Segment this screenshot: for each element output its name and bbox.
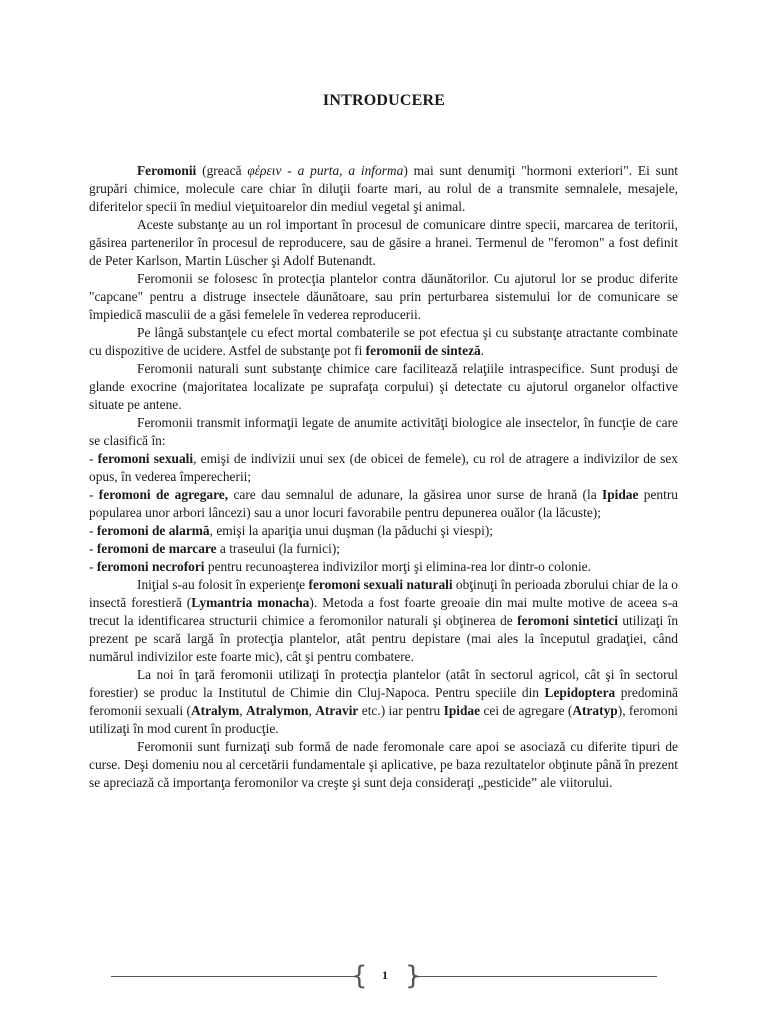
paragraph: [89, 576, 678, 666]
document-body: [89, 162, 678, 792]
text-run: Feromonii transmit informaţii legate de anumite activităţi biologice ale insectelor, în funcţie de care se clasifică în:: [89, 415, 678, 448]
bold-term: Lymantria monacha: [191, 595, 310, 610]
footer-rule-right: [413, 976, 657, 977]
paragraph: [89, 450, 678, 486]
text-run: ,: [239, 703, 247, 718]
bold-term: feromoni sexuali naturali: [308, 577, 453, 592]
paragraph: [89, 324, 678, 360]
text-run: utilizaţi în prezent pe scară largă în protecţia plantelor, atât pentru depistare (mai ales la începutul gradaţiei, când numărul indivizilor este foarte mic), cât şi pentru combatere.: [89, 613, 679, 664]
text-run: -: [89, 541, 97, 556]
text-run: , emişi la apariţia unui duşman (la păduchi şi viespi);: [209, 523, 493, 538]
text-run: Feromonii sunt furnizaţi sub formă de nade feromonale care apoi se asociază cu diferite tipuri de curse. Deşi domeniu nou al cercetării fundamentale şi aplicative, pe baza rezultatelor obţinute până în prezent se apreciază că importanţa feromonilor va creşte şi sunt deja consideraţi „pesticide” ale viitorului.: [89, 739, 678, 790]
bold-term: feromoni de alarmă: [96, 523, 210, 538]
text-run: Feromonii se folosesc în protecţia plantelor contra dăunătorilor. Cu ajutorul lor se produc diferite "capcane" pentru a distruge insectele dăunătoare, sau prin perturbarea sistemului lor de comunicare se împiedică masculii de a găsi femelele în vederea reproducerii.: [89, 271, 678, 322]
paragraph: [89, 360, 678, 414]
text-run: .: [480, 343, 485, 358]
text-run: Feromonii naturali sunt substanţe chimice care facilitează relaţiile intraspecifice. Sunt produşi de glande exocrine (majoritatea localizate pe suprafaţa corpului) şi detectate cu ajutorul organelor olfactive situate pe antene.: [89, 361, 678, 412]
footer-rule-left: [111, 976, 357, 977]
text-run: ) mai sunt denumiţi "hormoni exteriori". Ei sunt grupări chimice, molecule care chiar în diluţii foarte mari, au rolul de a transmite semnalele, mesajele, diferitelor specii în mediul vieţuitoarelor din mediul vegetal şi animal.: [89, 163, 678, 214]
text-run: (greacă: [196, 163, 248, 178]
text-run: , emişi de indivizii unui sex (de obicei de femele), cu rol de atragere a indivizilor de sex opus, în vederea împerecherii;: [89, 451, 678, 484]
text-run: Aceste substanţe au un rol important în procesul de comunicare dintre specii, marcarea de teritorii, găsirea partenerilor în procesul de reproducere, sau de găsire a hranei. Termenul de "feromon" a fost definit de Peter Karlson, Martin Lüscher şi Adolf Butenandt.: [89, 217, 678, 268]
text-run: etc.) iar pentru: [358, 703, 444, 718]
text-run: cei de agregare (: [480, 703, 573, 718]
text-run: -: [89, 487, 99, 502]
page-number: 1: [382, 968, 388, 982]
text-run: ). Metoda a fost foarte greoaie din mai multe motive de aceea s-a trecut la identificarea structurii chimice a feromonilor naturali şi obţinerea de: [89, 595, 678, 628]
paragraph: [89, 162, 678, 216]
page-title: INTRODUCERE: [322, 92, 446, 109]
text-run: La noi în ţară feromonii utilizaţi în protecţia plantelor (atât în sectorul agricol, cât şi în sectorul forestier) se produc la Institutul de Chimie din Cluj-Napoca. Pentru speciile din: [89, 667, 678, 700]
footer-brace-right: }: [405, 961, 422, 991]
bold-term: Ipidae: [601, 487, 639, 502]
paragraph: [89, 522, 678, 540]
text-run: -: [89, 523, 97, 538]
italic-term: φέρειν - a purta, a informa: [247, 163, 404, 178]
text-run: predomină feromonii sexuali (: [89, 685, 678, 718]
text-run: Iniţial s-au folosit în experienţe: [137, 577, 309, 592]
paragraph: [89, 486, 678, 522]
text-run: ,: [308, 703, 316, 718]
text-run: obţinuţi în perioada zborului chiar de la o insectă forestieră (: [89, 577, 678, 610]
paragraph: [89, 216, 678, 270]
paragraph: [89, 666, 678, 738]
text-run: Pe lângă substanţele cu efect mortal combaterile se pot efectua şi cu substanţe atractante combinate cu dispozitive de ucidere. Astfel de substanţe pot fi: [89, 325, 678, 358]
bold-term: feromonii de sinteză: [365, 343, 481, 358]
bold-term: Atralym: [190, 703, 240, 718]
bold-term: Atravir: [315, 703, 359, 718]
footer-brace-left: {: [351, 961, 368, 991]
paragraph: [89, 270, 678, 324]
text-run: pentru popularea unor arbori lâncezi) sau a unor locuri favorabile pentru depunerea ouălor (la lăcuste);: [89, 487, 678, 520]
text-run: care dau semnalul de adunare, la găsirea unor surse de hrană (la: [228, 487, 602, 502]
bold-term: Ipidae: [443, 703, 481, 718]
bold-term: Atratyp: [572, 703, 618, 718]
bold-term: feromoni sintetici: [517, 613, 618, 628]
text-run: -: [89, 559, 97, 574]
page-footer: [111, 962, 657, 990]
bold-term: feromoni necrofori: [96, 559, 205, 574]
text-run: a traseului (la furnici);: [216, 541, 341, 556]
bold-term: Lepidoptera: [544, 685, 616, 700]
text-run: pentru recunoaşterea indivizilor morţi şi elimina-rea lor dintr-o colonie.: [204, 559, 591, 574]
bold-term: feromoni de agregare,: [98, 487, 229, 502]
paragraph: [89, 558, 678, 576]
bold-term: feromoni sexuali: [97, 451, 194, 466]
bold-term: Feromonii: [137, 163, 197, 178]
text-run: ), feromoni utilizaţi în mod curent în producţie.: [89, 703, 678, 736]
paragraph: [89, 414, 678, 450]
text-run: -: [89, 451, 98, 466]
paragraph: [89, 738, 678, 792]
bold-term: feromoni de marcare: [96, 541, 217, 556]
paragraph: [89, 540, 678, 558]
bold-term: Atralymon: [246, 703, 309, 718]
